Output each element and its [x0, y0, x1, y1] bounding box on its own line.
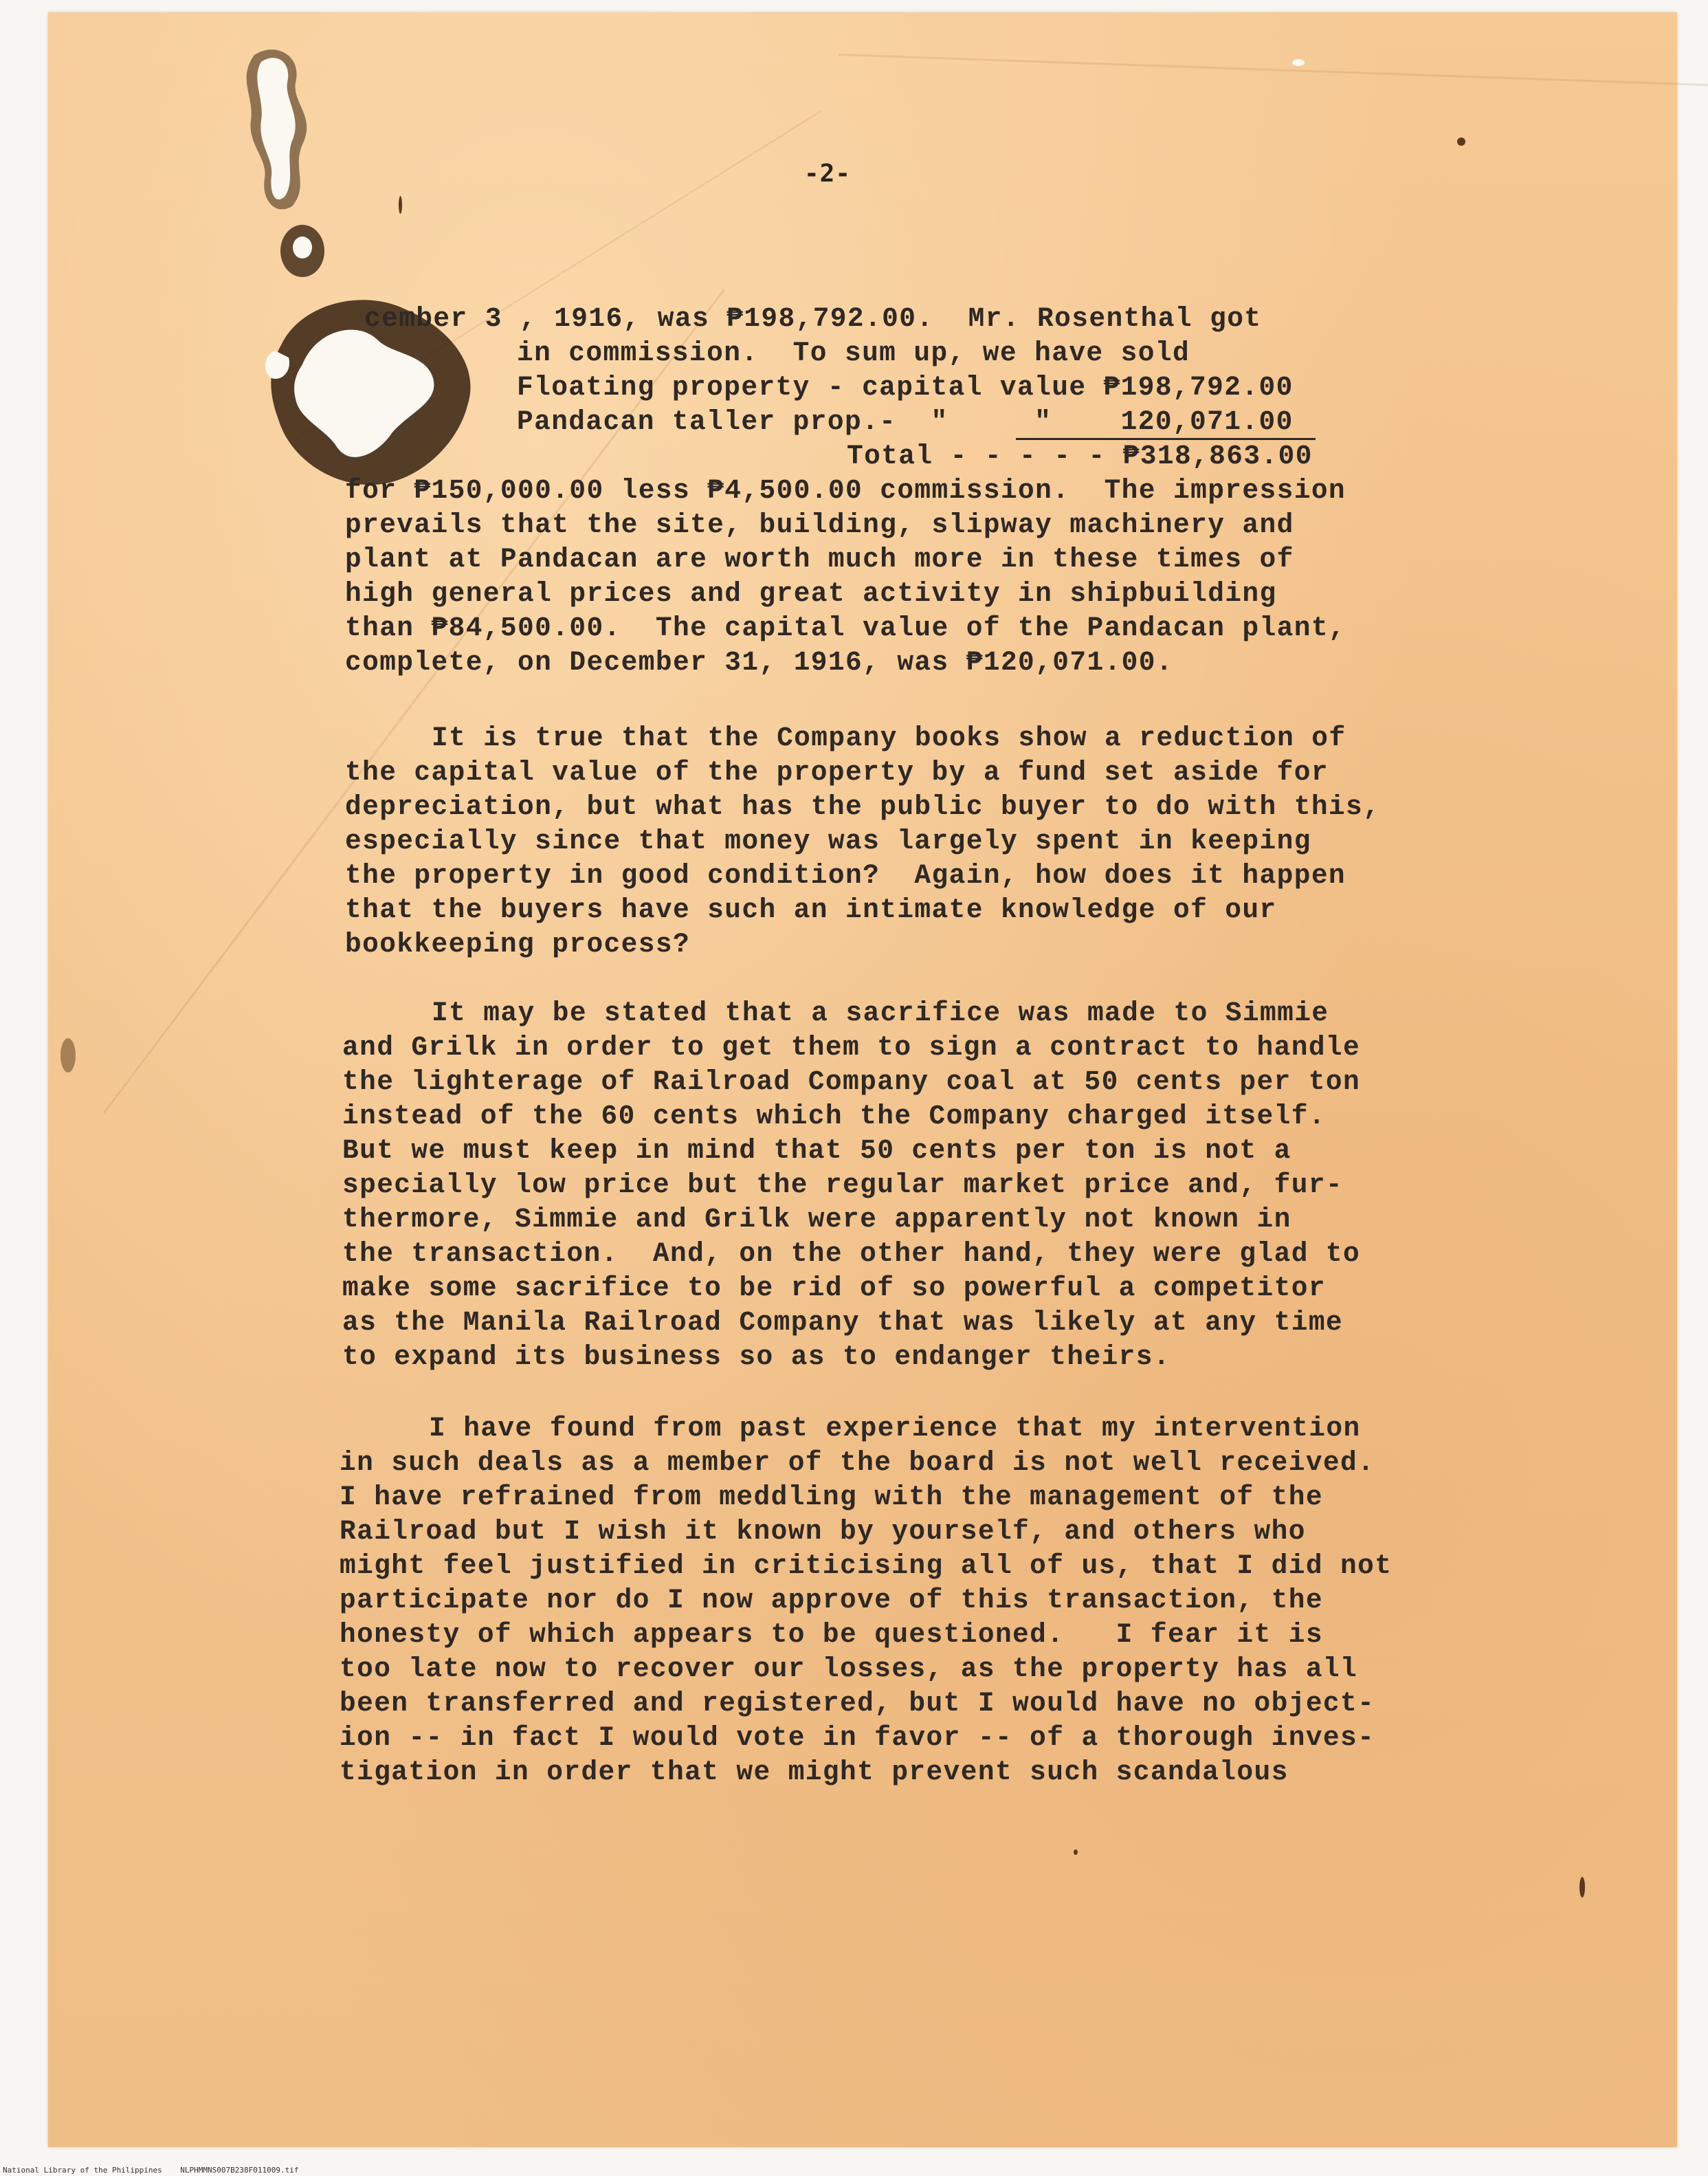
text-line: too late now to recover our losses, as the property has all: [340, 1653, 1358, 1684]
text-line: Total - - - - - ₱318,863.00: [847, 441, 1313, 472]
page-number: -2-: [804, 160, 852, 188]
text-line: than ₱84,500.00. The capital value of the Pandacan plant,: [345, 613, 1346, 644]
sum-underline: [1016, 438, 1316, 440]
text-line: especially since that money was largely spent in keeping: [345, 826, 1311, 857]
text-line: that the buyers have such an intimate knowledge of our: [345, 894, 1277, 925]
text-line: bookkeeping process?: [345, 929, 691, 960]
text-line: the transaction. And, on the other hand, they were glad to: [342, 1238, 1361, 1269]
text-line: I have found from past experience that my intervention: [429, 1413, 1361, 1444]
burn-spot-small: [275, 220, 330, 282]
text-line: depreciation, but what has the public buyer to do with this,: [345, 791, 1381, 822]
text-line: plant at Pandacan are worth much more in these times of: [345, 544, 1294, 575]
text-line: the capital value of the property by a fund set aside for: [345, 757, 1329, 788]
paper-nick: [1292, 59, 1305, 66]
text-line: in commission. To sum up, we have sold: [517, 338, 1190, 369]
ink-speck: [1579, 1877, 1585, 1898]
text-line: It may be stated that a sacrifice was made to Simmie: [432, 998, 1329, 1029]
archive-caption: National Library of the Philippines NLPHMMNS007B238F011009.tif: [3, 2166, 299, 2175]
text-line: But we must keep in mind that 50 cents per ton is not a: [342, 1135, 1291, 1166]
text-line: in such deals as a member of the board is not well received.: [340, 1447, 1375, 1478]
stain-spot: [60, 1038, 76, 1073]
text-line: specially low price but the regular market price and, fur-: [342, 1169, 1344, 1200]
text-line: tigation in order that we might prevent such scandalous: [340, 1757, 1289, 1788]
text-line: Pandacan taller prop.- " " 120,071.00: [517, 406, 1294, 437]
text-line: participate nor do I now approve of this transaction, the: [340, 1585, 1323, 1616]
text-line: the property in good condition? Again, how does it happen: [345, 860, 1346, 891]
ink-speck: [1074, 1849, 1078, 1855]
text-line: and Grilk in order to get them to sign a contract to handle: [342, 1032, 1361, 1063]
text-line: Floating property - capital value ₱198,792.00: [517, 372, 1294, 403]
text-line: instead of the 60 cents which the Company charged itself.: [342, 1101, 1326, 1132]
text-line: Railroad but I wish it known by yourself, and others who: [340, 1516, 1306, 1547]
text-line: might feel justified in criticising all of us, that I did not: [340, 1550, 1393, 1581]
text-line: cember 3 , 1916, was ₱198,792.00. Mr. Rosenthal got: [364, 303, 1262, 334]
text-line: been transferred and registered, but I would have no object-: [340, 1688, 1375, 1719]
text-line: for ₱150,000.00 less ₱4,500.00 commission. The impression: [345, 475, 1346, 506]
text-line: thermore, Simmie and Grilk were apparently not known in: [342, 1204, 1291, 1235]
text-line: the lighterage of Railroad Company coal at 50 cents per ton: [342, 1066, 1361, 1097]
ink-speck: [1457, 138, 1465, 146]
paper-fold-crease: [839, 54, 1708, 87]
text-line: honesty of which appears to be questioned. I fear it is: [340, 1619, 1323, 1650]
burn-hole-upper: [227, 41, 337, 220]
ink-speck: [399, 196, 402, 214]
text-line: It is true that the Company books show a reduction of: [432, 723, 1346, 754]
text-line: high general prices and great activity in shipbuilding: [345, 578, 1277, 609]
text-line: complete, on December 31, 1916, was ₱120,071.00.: [345, 647, 1173, 678]
text-line: make some sacrifice to be rid of so powerful a competitor: [342, 1273, 1326, 1304]
text-line: I have refrained from meddling with the management of the: [340, 1482, 1323, 1513]
text-line: as the Manila Railroad Company that was likely at any time: [342, 1307, 1344, 1338]
text-line: ion -- in fact I would vote in favor -- of a thorough inves-: [340, 1722, 1375, 1753]
text-line: prevails that the site, building, slipway machinery and: [345, 509, 1294, 540]
text-line: to expand its business so as to endanger theirs.: [342, 1341, 1171, 1372]
